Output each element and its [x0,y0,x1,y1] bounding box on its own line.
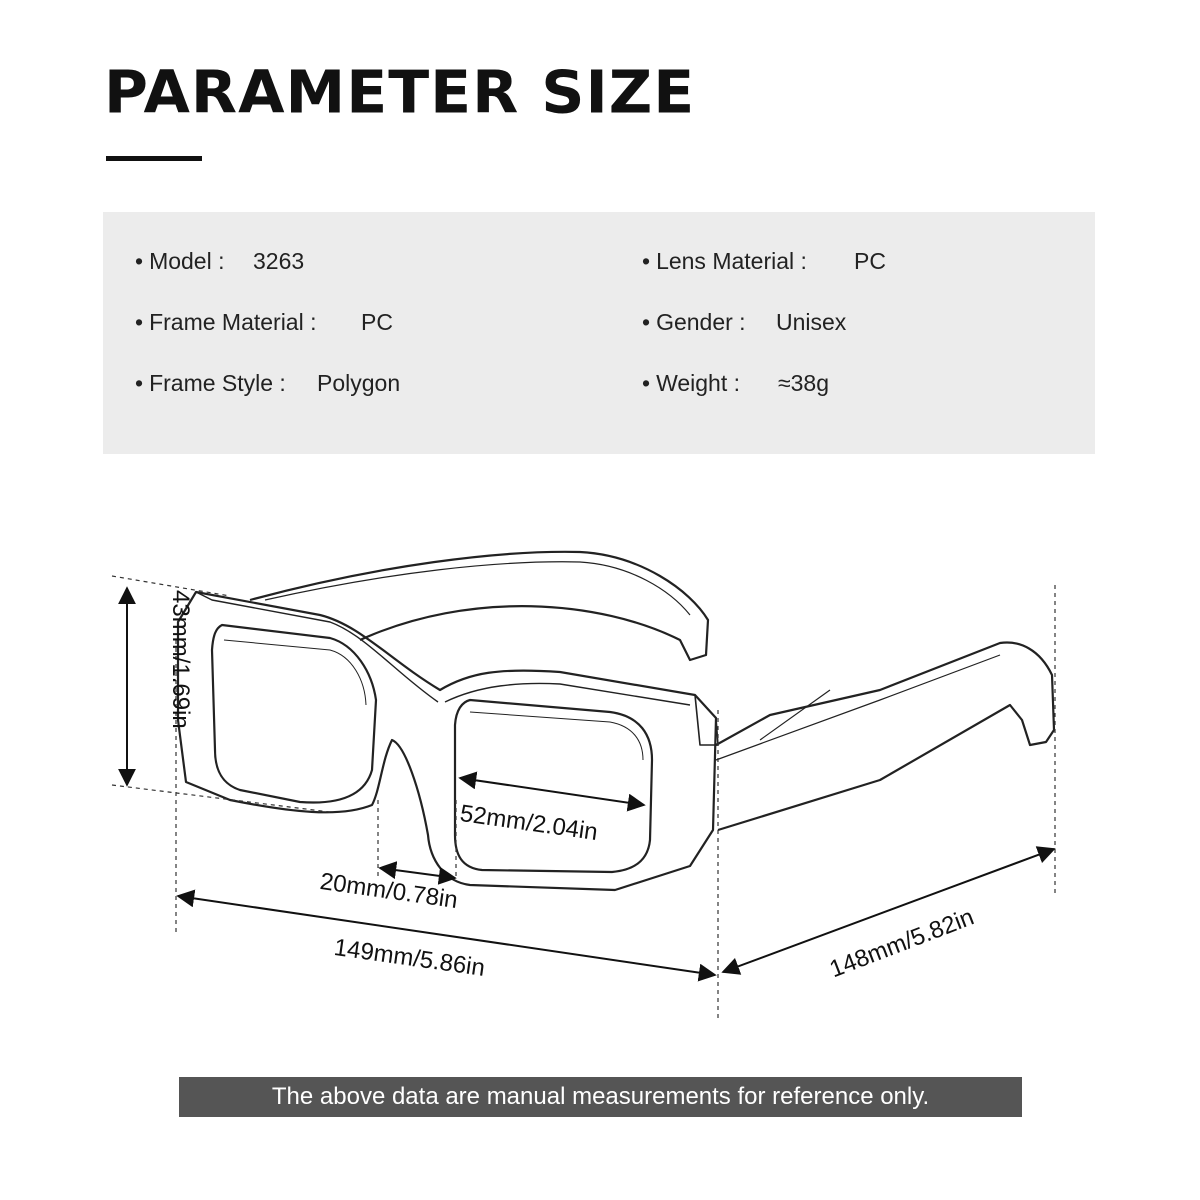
spec-weight-label: Weight : [656,370,741,396]
spec-gender-value: Unisex [776,309,847,335]
spec-lens-material-value: PC [854,248,886,274]
spec-model-label: Model : [149,248,225,274]
disclaimer-note: The above data are manual measurements for reference only. [179,1077,1022,1117]
bullet-icon: • [642,309,651,335]
bullet-icon: • [135,309,144,335]
spec-frame-style-label: Frame Style : [149,370,286,396]
spec-model-value: 3263 [253,248,305,274]
frame-width-label: 149mm/5.86in [332,934,487,982]
bullet-icon: • [135,370,144,396]
spec-weight-value: ≈38g [778,370,829,396]
spec-frame-style-value: Polygon [317,370,401,396]
bullet-icon: • [642,248,651,274]
bridge-width-label: 20mm/0.78in [318,868,460,915]
spec-frame-material-value: PC [361,309,393,335]
bullet-icon: • [135,248,144,274]
page-title: PARAMETER SIZE [104,58,696,128]
lens-width-arrow [460,778,644,805]
bullet-icon: • [642,370,651,396]
lens-height-label: 43mm/1.69in [167,590,194,729]
spec-lens-material-label: Lens Material : [656,248,807,274]
lens-width-label: 52mm/2.04in [458,800,600,847]
glasses-icon [178,552,1054,890]
temple-length-label: 148mm/5.82in [826,903,978,984]
spec-gender-label: Gender : [656,309,746,335]
spec-frame-material-label: Frame Material : [149,309,317,335]
